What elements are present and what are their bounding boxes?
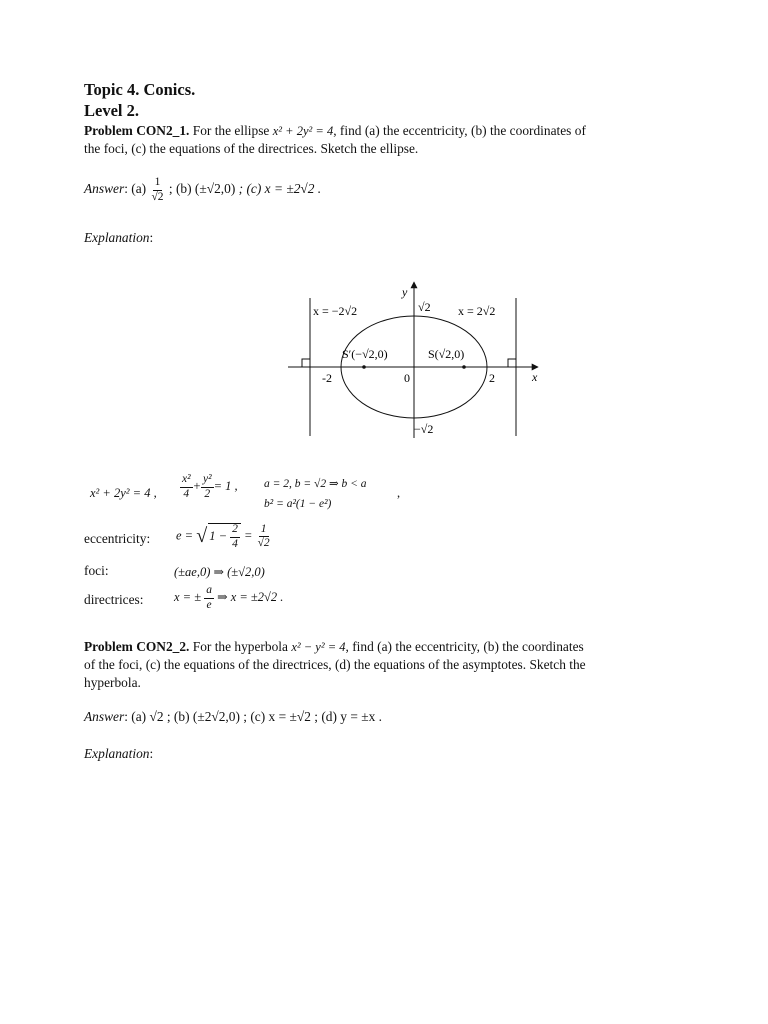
ecc-result-denominator: √2 (257, 537, 270, 549)
left-right-angle-mark (302, 359, 310, 367)
plus-sign: + (192, 478, 201, 493)
derivation-eq1: x² + 2y² = 4 , (90, 486, 157, 500)
right-focus-point (462, 365, 466, 369)
frac2-denominator: 2 (204, 487, 211, 500)
answer-a-fraction (149, 177, 165, 203)
problem1-answer (84, 177, 321, 203)
problem1-answer-label: Answer (84, 181, 125, 197)
left-focus-point (362, 365, 366, 369)
problem1-answer-a-prefix: : (a) (124, 181, 147, 197)
problem2-text-line3: hyperbola. (84, 675, 141, 690)
sqrt-body (208, 523, 241, 550)
problem2-answer-label: Answer (84, 709, 125, 724)
eccentricity-label: eccentricity: (84, 531, 151, 546)
answer-a-numerator: 1 (153, 177, 163, 191)
directrices-label: directrices: (84, 592, 144, 607)
problem1-equation: x² + 2y² = 4 (272, 124, 334, 138)
right-directrix-label: x = 2√2 (458, 304, 496, 318)
frac1 (180, 474, 193, 500)
foci-value: (±ae,0) ⇒ (±√2,0) (174, 565, 265, 579)
problem2-explanation-colon: : (149, 746, 154, 761)
problem1-explanation (84, 230, 153, 246)
eccentricity-lhs: e = (176, 528, 194, 543)
dir-pre: x = ± (174, 589, 202, 604)
derivation-eq2 (180, 474, 238, 500)
y-axis-label: y (402, 285, 408, 299)
right-vertex-label: 2 (489, 371, 495, 385)
topic-heading: Topic 4. Conics. (84, 80, 196, 99)
right-right-angle-mark (508, 359, 516, 367)
problem2-explanation-label: Explanation (84, 746, 150, 761)
problem1-statement (84, 122, 684, 158)
bottom-intercept-label: −√2 (414, 422, 434, 436)
ecc-inner-numerator: 2 (230, 524, 240, 538)
frac2-numerator: y² (201, 474, 214, 488)
origin-label: 0 (404, 371, 410, 385)
ecc-inner-denominator: 4 (232, 537, 238, 550)
left-directrix-label: x = −2√2 (313, 304, 358, 318)
problem2-label: Problem CON2_2. (84, 639, 190, 654)
frac2 (201, 474, 214, 500)
problem1-explanation-label: Explanation (84, 230, 150, 245)
ecc-result-fraction (256, 524, 272, 550)
ecc-inner-pre: 1 − (209, 528, 228, 543)
problem1-label: Problem CON2_1. (84, 123, 190, 138)
problem2-answer-body: : (a) √2 ; (b) (±2√2,0) ; (c) x = ±√2 ; (d) y = ±x . (124, 709, 382, 724)
ab-relation-line2: b² = a²(1 − e²) (264, 498, 332, 510)
problem2-equation: x² − y² = 4 (291, 640, 346, 654)
ellipse-diagram (280, 278, 550, 444)
ecc-result-numerator: 1 (259, 524, 269, 538)
problem2-text-before: For the hyperbola (192, 639, 288, 654)
frac1-denominator: 4 (183, 487, 190, 500)
directrices-expression (174, 585, 283, 611)
problem1-answer-b: ; (b) (±√2,0) (168, 181, 236, 197)
sqrt-sign: √ (196, 525, 208, 547)
ecc-equals: = (244, 528, 253, 543)
x-axis-label: x (532, 370, 538, 384)
left-focus-label: S′(−√2,0) (342, 347, 388, 361)
problem2-text-after: , find (a) the eccentricity, (b) the coordinates (345, 639, 584, 654)
dir-post: ⇒ x = ±2√2 . (217, 589, 284, 604)
frac1-numerator: x² (180, 474, 193, 488)
ab-relation-line1: a = 2, b = √2 ⇒ b < a (264, 478, 367, 490)
answer-a-denominator: √2 (151, 190, 164, 203)
problem1-explanation-colon: : (149, 230, 154, 245)
level-heading: Level 2. (84, 101, 139, 120)
right-focus-label: S(√2,0) (428, 347, 465, 361)
problem2-explanation (84, 746, 153, 762)
foci-label: foci: (84, 563, 109, 578)
dir-denominator: e (206, 598, 212, 611)
dir-numerator: a (204, 585, 214, 599)
problem2-text-line2: of the foci, (c) the equations of the directrices, (d) the equations of the asymptotes. Sketch the (84, 657, 586, 672)
dir-fraction (204, 585, 214, 611)
problem1-text-before: For the ellipse (192, 123, 270, 138)
problem2-answer (84, 709, 382, 725)
trailing-comma: , (397, 486, 401, 500)
ecc-inner-fraction (230, 524, 240, 550)
problem1-text-line2: the foci, (c) the equations of the directrices. Sketch the ellipse. (84, 141, 419, 156)
eq2-rhs: = 1 , (213, 478, 238, 493)
problem1-answer-c: ; (c) x = ±2√2 . (238, 181, 322, 197)
left-vertex-label: -2 (322, 371, 332, 385)
eccentricity-expression (176, 523, 272, 550)
top-intercept-label: √2 (418, 300, 431, 314)
problem1-text-after: , find (a) the eccentricity, (b) the coordinates of (333, 123, 586, 138)
problem2-statement (84, 638, 684, 692)
